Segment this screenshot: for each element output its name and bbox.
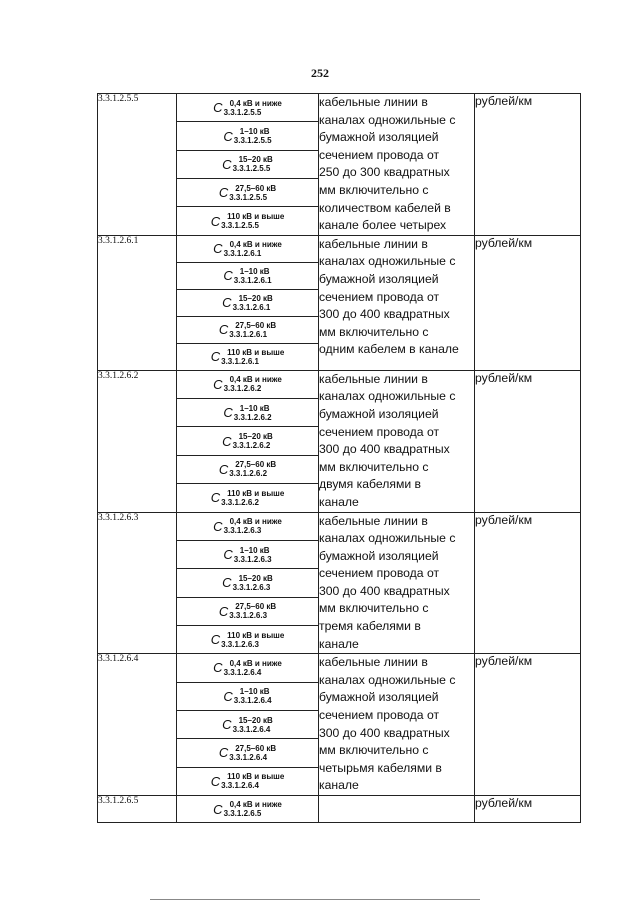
rate-symbol xyxy=(177,179,318,206)
rate-index xyxy=(221,348,284,366)
rate-index xyxy=(221,489,284,507)
row-description: кабельные линии в каналах одножильные с бумажной изоляцией сечением провода от 300 до 400 квадратных мм включительно с тремя кабелями в канале xyxy=(319,512,475,654)
voltage-level: 110 кВ и выше xyxy=(227,212,285,222)
rate-symbol-formula xyxy=(223,546,271,564)
voltage-level: 27,5–60 кВ xyxy=(235,460,277,470)
rate-letter: C xyxy=(210,490,221,506)
rate-subscript: 3.3.1.2.6.1 xyxy=(229,329,268,339)
rate-symbol-cell xyxy=(177,569,319,597)
rate-symbol-formula xyxy=(211,631,285,649)
rate-letter: C xyxy=(213,241,223,257)
rate-index xyxy=(224,375,282,393)
rate-subscript: 3.3.1.2.6.4 xyxy=(223,667,262,677)
rate-symbol-formula xyxy=(222,155,273,173)
voltage-level: 27,5–60 кВ xyxy=(235,320,277,330)
voltage-level: 0,4 кВ и ниже xyxy=(229,98,282,108)
rate-symbol-formula xyxy=(222,574,273,592)
rate-symbol xyxy=(177,598,318,625)
row-code: 3.3.1.2.6.5 xyxy=(98,796,177,823)
rate-symbol-formula xyxy=(223,267,271,285)
rate-symbol xyxy=(177,371,318,398)
row-unit: рублей/км xyxy=(475,94,581,236)
rate-subscript: 3.3.1.2.6.4 xyxy=(221,781,259,791)
rate-symbol-formula xyxy=(222,294,273,312)
rate-letter: C xyxy=(210,773,221,789)
rate-index xyxy=(224,240,282,258)
rate-subscript: 3.3.1.2.6.3 xyxy=(233,554,272,564)
rate-subscript: 3.3.1.2.6.1 xyxy=(221,356,259,366)
rate-symbol-cell xyxy=(177,235,319,262)
rate-letter: C xyxy=(223,268,233,284)
rate-symbol-formula xyxy=(219,321,276,339)
rate-symbol xyxy=(177,654,318,681)
row-unit: рублей/км xyxy=(475,235,581,370)
voltage-level: 0,4 кВ и ниже xyxy=(229,375,282,385)
rate-index xyxy=(229,184,276,202)
row-code: 3.3.1.2.6.3 xyxy=(98,512,177,654)
rate-symbol-cell xyxy=(177,796,319,823)
rate-subscript: 3.3.1.2.5.5 xyxy=(223,107,262,117)
voltage-level: 15–20 кВ xyxy=(238,573,273,583)
rate-subscript: 3.3.1.2.5.5 xyxy=(221,221,259,231)
rate-letter: C xyxy=(218,185,229,201)
row-code: 3.3.1.2.6.1 xyxy=(98,235,177,370)
rate-letter: C xyxy=(218,461,229,477)
voltage-level: 1–10 кВ xyxy=(239,127,270,137)
voltage-level: 27,5–60 кВ xyxy=(235,602,277,612)
rate-subscript: 3.3.1.2.6.1 xyxy=(223,248,262,258)
table-row xyxy=(98,370,581,398)
rate-index xyxy=(234,127,272,145)
rate-symbol-formula xyxy=(219,602,276,620)
rate-letter: C xyxy=(213,801,223,817)
rate-symbol xyxy=(177,290,318,316)
rate-symbol xyxy=(177,569,318,596)
rate-symbol-cell xyxy=(177,122,319,150)
rate-symbol-formula xyxy=(219,460,276,478)
tariff-table-body xyxy=(98,94,581,823)
rate-index xyxy=(234,404,272,422)
rate-subscript: 3.3.1.2.6.4 xyxy=(233,696,272,706)
table-row xyxy=(98,796,581,823)
rate-symbol-cell xyxy=(177,455,319,483)
voltage-level: 0,4 кВ и ниже xyxy=(229,517,282,527)
rate-index xyxy=(229,744,276,762)
rate-symbol xyxy=(177,236,318,262)
rate-symbol-cell xyxy=(177,427,319,455)
rate-symbol-cell xyxy=(177,597,319,625)
rate-index xyxy=(221,631,284,649)
row-unit: рублей/км xyxy=(475,512,581,654)
rate-symbol-cell xyxy=(177,94,319,122)
rate-symbol-cell xyxy=(177,207,319,235)
rate-symbol xyxy=(177,344,318,370)
rate-letter: C xyxy=(218,322,229,338)
rate-symbol-cell xyxy=(177,654,319,682)
rate-symbol-formula xyxy=(219,184,276,202)
rate-index xyxy=(224,800,282,818)
rate-index xyxy=(221,772,284,790)
page-number: 252 xyxy=(311,66,329,80)
rate-symbol-cell xyxy=(177,682,319,710)
voltage-level: 1–10 кВ xyxy=(239,266,270,276)
rate-symbol-cell xyxy=(177,370,319,398)
rate-index xyxy=(233,432,273,450)
rate-symbol-formula xyxy=(219,744,276,762)
rate-letter: C xyxy=(223,405,233,421)
rate-letter: C xyxy=(210,632,221,648)
rate-symbol-formula xyxy=(213,240,282,258)
rate-symbol xyxy=(177,683,318,710)
rate-subscript: 3.3.1.2.6.5 xyxy=(223,809,262,818)
rate-symbol xyxy=(177,151,318,178)
rate-symbol-formula xyxy=(211,348,285,366)
rate-symbol xyxy=(177,207,318,234)
rate-index xyxy=(233,155,273,173)
row-description: кабельные линии в каналах одножильные с бумажной изоляцией сечением провода от 300 до 400 квадратных мм включительно с четырьмя кабелями в канале xyxy=(319,654,475,796)
rate-symbol-formula xyxy=(213,375,282,393)
rate-symbol-formula xyxy=(211,212,285,230)
rate-letter: C xyxy=(222,433,232,449)
rate-subscript: 3.3.1.2.6.3 xyxy=(223,526,262,536)
rate-index xyxy=(234,267,272,285)
rate-symbol xyxy=(177,739,318,766)
rate-symbol-cell xyxy=(177,512,319,540)
voltage-level: 0,4 кВ и ниже xyxy=(229,800,282,809)
rate-index xyxy=(224,659,282,677)
voltage-level: 27,5–60 кВ xyxy=(235,743,277,753)
rate-subscript: 3.3.1.2.5.5 xyxy=(232,164,271,174)
rate-symbol xyxy=(177,796,318,822)
voltage-level: 15–20 кВ xyxy=(238,432,273,442)
rate-symbol-cell xyxy=(177,150,319,178)
row-unit: рублей/км xyxy=(475,796,581,823)
rate-symbol-cell xyxy=(177,262,319,289)
voltage-level: 1–10 кВ xyxy=(239,403,270,413)
rate-letter: C xyxy=(223,128,233,144)
rate-subscript: 3.3.1.2.6.2 xyxy=(232,441,271,451)
rate-letter: C xyxy=(213,376,223,392)
voltage-level: 27,5–60 кВ xyxy=(235,183,277,193)
rate-subscript: 3.3.1.2.6.2 xyxy=(223,384,262,394)
rate-symbol xyxy=(177,122,318,149)
rate-index xyxy=(233,716,273,734)
rate-symbol-cell xyxy=(177,289,319,316)
rate-symbol-formula xyxy=(213,99,282,117)
rate-symbol-formula xyxy=(211,489,285,507)
rate-symbol-cell xyxy=(177,316,319,343)
rate-symbol-cell xyxy=(177,625,319,653)
rate-index xyxy=(233,294,273,312)
rate-symbol-formula xyxy=(213,517,282,535)
rate-subscript: 3.3.1.2.6.3 xyxy=(229,611,268,621)
rate-symbol-formula xyxy=(223,687,271,705)
voltage-level: 110 кВ и выше xyxy=(227,488,285,498)
rate-symbol xyxy=(177,399,318,426)
voltage-level: 1–10 кВ xyxy=(239,687,270,697)
rate-symbol-formula xyxy=(213,800,282,818)
rate-subscript: 3.3.1.2.6.1 xyxy=(232,302,271,312)
rate-symbol-cell xyxy=(177,399,319,427)
rate-letter: C xyxy=(223,688,233,704)
rate-index xyxy=(224,517,282,535)
rate-index xyxy=(234,546,272,564)
rate-letter: C xyxy=(210,213,221,229)
row-description: кабельные линии в каналах одножильные с бумажной изоляцией сечением провода от 300 до 400 квадратных мм включительно с двумя кабелями в канале xyxy=(319,370,475,512)
rate-subscript: 3.3.1.2.6.2 xyxy=(229,469,268,479)
rate-subscript: 3.3.1.2.6.3 xyxy=(232,582,271,592)
rate-index xyxy=(229,460,276,478)
rate-index xyxy=(229,602,276,620)
row-code: 3.3.1.2.6.2 xyxy=(98,370,177,512)
rate-subscript: 3.3.1.2.5.5 xyxy=(233,136,272,146)
rate-index xyxy=(221,212,284,230)
rate-letter: C xyxy=(218,745,229,761)
row-code: 3.3.1.2.5.5 xyxy=(98,94,177,236)
rate-symbol xyxy=(177,711,318,738)
rate-symbol-cell xyxy=(177,767,319,795)
rate-index xyxy=(233,574,273,592)
row-unit: рублей/км xyxy=(475,654,581,796)
rate-index xyxy=(234,687,272,705)
voltage-level: 15–20 кВ xyxy=(238,715,273,725)
rate-symbol-cell xyxy=(177,739,319,767)
row-description: кабельные линии в каналах одножильные с бумажной изоляцией сечением провода от 250 до 300 квадратных мм включительно с количеством кабелей в канале более четырех xyxy=(319,94,475,236)
table-row xyxy=(98,235,581,262)
rate-symbol-cell xyxy=(177,343,319,370)
rate-symbol xyxy=(177,263,318,289)
rate-symbol-formula xyxy=(222,432,273,450)
rate-letter: C xyxy=(222,717,232,733)
rate-symbol-formula xyxy=(211,772,285,790)
rate-letter: C xyxy=(218,603,229,619)
row-unit: рублей/км xyxy=(475,370,581,512)
rate-symbol xyxy=(177,626,318,653)
rate-subscript: 3.3.1.2.6.2 xyxy=(233,412,272,422)
footer-rule xyxy=(150,899,480,900)
rate-symbol xyxy=(177,94,318,121)
table-row xyxy=(98,512,581,540)
rate-symbol xyxy=(177,484,318,511)
rate-subscript: 3.3.1.2.6.2 xyxy=(221,497,259,507)
voltage-level: 110 кВ и выше xyxy=(227,630,285,640)
rate-letter: C xyxy=(222,295,232,311)
rate-subscript: 3.3.1.2.6.3 xyxy=(221,639,259,649)
voltage-level: 110 кВ и выше xyxy=(227,347,285,357)
rate-subscript: 3.3.1.2.5.5 xyxy=(229,192,268,202)
rate-subscript: 3.3.1.2.6.1 xyxy=(233,275,272,285)
rate-index xyxy=(224,99,282,117)
rate-letter: C xyxy=(210,349,221,365)
rate-symbol xyxy=(177,768,318,795)
rate-symbol xyxy=(177,456,318,483)
rate-letter: C xyxy=(222,156,232,172)
voltage-level: 110 кВ и выше xyxy=(227,772,285,782)
table-row xyxy=(98,654,581,682)
rate-symbol xyxy=(177,541,318,568)
voltage-level: 0,4 кВ и ниже xyxy=(229,239,282,249)
rate-subscript: 3.3.1.2.6.4 xyxy=(232,724,271,734)
tariff-table xyxy=(97,93,581,823)
table-row xyxy=(98,94,581,122)
rate-symbol-cell xyxy=(177,710,319,738)
rate-letter: C xyxy=(213,518,223,534)
rate-letter: C xyxy=(213,100,223,116)
rate-letter: C xyxy=(222,575,232,591)
rate-letter: C xyxy=(223,547,233,563)
row-code: 3.3.1.2.6.4 xyxy=(98,654,177,796)
voltage-level: 15–20 кВ xyxy=(238,293,273,303)
rate-symbol-formula xyxy=(213,659,282,677)
voltage-level: 1–10 кВ xyxy=(239,545,270,555)
row-description xyxy=(319,796,475,823)
voltage-level: 0,4 кВ и ниже xyxy=(229,658,282,668)
rate-letter: C xyxy=(213,660,223,676)
row-description: кабельные линии в каналах одножильные с бумажной изоляцией сечением провода от 300 до 400 квадратных мм включительно с одним кабелем в канале xyxy=(319,235,475,370)
rate-index xyxy=(229,321,276,339)
rate-symbol xyxy=(177,427,318,454)
rate-symbol-formula xyxy=(223,404,271,422)
rate-symbol-cell xyxy=(177,484,319,512)
rate-symbol-cell xyxy=(177,540,319,568)
voltage-level: 15–20 кВ xyxy=(238,155,273,165)
rate-symbol xyxy=(177,513,318,540)
rate-symbol-formula xyxy=(222,716,273,734)
rate-subscript: 3.3.1.2.6.4 xyxy=(229,752,268,762)
rate-symbol-cell xyxy=(177,179,319,207)
rate-symbol-formula xyxy=(223,127,271,145)
rate-symbol xyxy=(177,317,318,343)
